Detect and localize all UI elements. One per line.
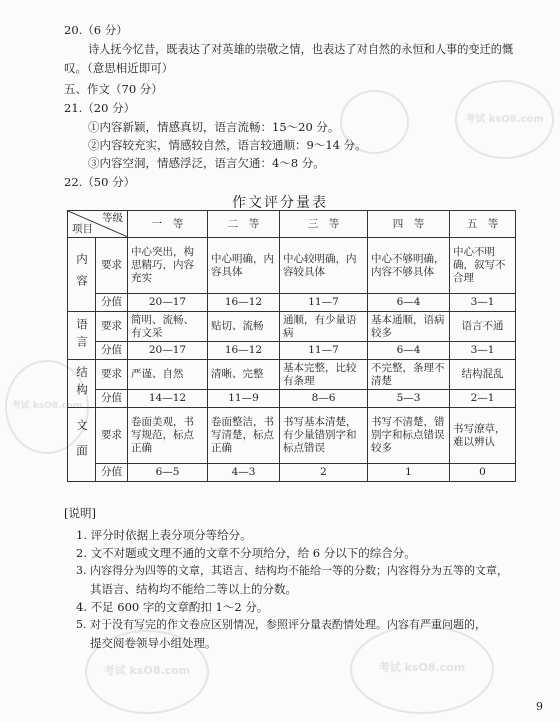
section-name: 语言: [68, 312, 96, 360]
watermark-logo: 考试 ksO8.com: [85, 630, 209, 714]
requirement-cell: 清晰、完整: [208, 360, 280, 390]
score-label: 分值: [96, 342, 128, 360]
table-row: [68, 360, 516, 390]
requirement-cell: 中心不够明确，内容不够具体: [368, 238, 450, 294]
requirement-cell: 不完整，条理不清楚: [368, 360, 450, 390]
note-item: 4. 不足 600 字的文章酌扣 1～2 分。: [76, 600, 269, 614]
section-name: 内容: [68, 238, 96, 312]
table-row: [68, 238, 516, 294]
table-title: 作文评分量表: [232, 195, 328, 211]
note-item: 2. 文不对题或文理不通的文章不分项给分，给 6 分以下的综合分。: [76, 546, 416, 560]
requirement-cell: 简明、流畅、有文采: [128, 312, 208, 342]
table-row: [68, 390, 516, 408]
requirement-cell: 基本完整，比较有条理: [280, 360, 368, 390]
requirement-label: 要求: [96, 360, 128, 390]
score-cell: 16—12: [208, 294, 280, 312]
q22-label: 22.（50 分）: [64, 175, 136, 189]
level-header: 三 等: [280, 211, 368, 238]
note-item: 其语言、结构均不能给二等以上的分数。: [90, 582, 297, 596]
table-row: [68, 464, 516, 482]
score-label: 分值: [96, 390, 128, 408]
score-cell: 16—12: [208, 342, 280, 360]
score-cell: 8—6: [280, 390, 368, 408]
requirement-cell: 书写不清楚，错别字和标点错误较多: [368, 408, 450, 464]
score-cell: 3—1: [450, 294, 516, 312]
score-cell: 11—9: [208, 390, 280, 408]
score-cell: 20—17: [128, 294, 208, 312]
requirement-cell: 结构混乱: [450, 360, 516, 390]
score-cell: 14—12: [128, 390, 208, 408]
watermark-logo: 考试 ksO8.com: [455, 80, 554, 159]
score-label: 分值: [96, 294, 128, 312]
score-cell: 6—4: [368, 342, 450, 360]
requirement-label: 要求: [96, 408, 128, 464]
table-row: [68, 312, 516, 342]
corner-cell: [68, 211, 128, 238]
note-item: 3. 内容得分为四等的文章，其语言、结构均不能给一等的分数；内容得分为五等的文章，: [76, 564, 508, 577]
table-row: [68, 342, 516, 360]
requirement-cell: 卷面整洁，书写清楚，标点正确: [208, 408, 280, 464]
section-heading: 五、作文（70 分）: [64, 82, 163, 96]
score-cell: 11—7: [280, 342, 368, 360]
score-cell: 0: [450, 464, 516, 482]
score-cell: 6—5: [128, 464, 208, 482]
q21-item: ①内容新颖，情感真切，语言流畅：15～20 分。: [88, 120, 340, 134]
requirement-cell: 中心突出，构思精巧，内容充实: [128, 238, 208, 294]
requirement-label: 要求: [96, 238, 128, 294]
q20-answer-line2: 叹。（意思相近即可）: [64, 61, 174, 75]
score-cell: 2—1: [450, 390, 516, 408]
q20-label: 20.（6 分）: [64, 23, 128, 37]
table-row: [68, 294, 516, 312]
requirement-cell: 中心不明确，叙写不合理: [450, 238, 516, 294]
note-item: 5. 对于没有写完的作文卷应区别情况，参照评分量表酌情处理。内容有严重问题的，: [76, 618, 486, 631]
requirement-cell: 书写潦草，难以辨认: [450, 408, 516, 464]
scoring-table: [67, 210, 516, 482]
section-name: 结构: [68, 360, 96, 408]
page-number: 9: [536, 700, 543, 713]
score-cell: 20—17: [128, 342, 208, 360]
score-cell: 1: [368, 464, 450, 482]
table-row: [68, 408, 516, 464]
score-cell: 6—4: [368, 294, 450, 312]
requirement-cell: 语言不通: [450, 312, 516, 342]
q21-item: ③内容空洞，情感浮泛，语言欠通：4～8 分。: [88, 156, 325, 170]
q21-label: 21.（20 分）: [64, 101, 136, 115]
score-cell: 4—3: [208, 464, 280, 482]
level-header: 四 等: [368, 211, 450, 238]
requirement-cell: 严谨、自然: [128, 360, 208, 390]
requirement-cell: 卷面美观，书写规范，标点正确: [128, 408, 208, 464]
corner-item-label: 项目: [72, 223, 93, 235]
requirement-cell: 贴切、流畅: [208, 312, 280, 342]
requirement-cell: 通顺，有少量语病: [280, 312, 368, 342]
level-header: 五 等: [450, 211, 516, 238]
score-cell: 5—3: [368, 390, 450, 408]
level-header: 二 等: [208, 211, 280, 238]
requirement-cell: 中心明确，内容具体: [208, 238, 280, 294]
requirement-cell: 书写基本清楚，有少量错别字和标点错误: [280, 408, 368, 464]
note-item: 提交阅卷领导小组处理。: [90, 636, 217, 650]
watermark-logo: 考试 ksO8.com: [5, 360, 89, 454]
section-name: 文面: [68, 408, 96, 482]
score-cell: 2: [280, 464, 368, 482]
requirement-cell: 基本通顺，语病较多: [368, 312, 450, 342]
notes-label: [说明]: [64, 506, 96, 520]
watermark-logo: 考试 ksO8.com: [350, 625, 494, 714]
requirement-label: 要求: [96, 312, 128, 342]
table-header-row: [68, 211, 516, 238]
q20-answer-line1: 诗人抚今忆昔，既表达了对英雄的崇敬之情，也表达了对自然的永恒和人事的变迁的慨: [88, 43, 514, 56]
level-header: 一 等: [128, 211, 208, 238]
score-cell: 3—1: [450, 342, 516, 360]
corner-level-label: 等级: [102, 212, 123, 224]
note-item: 1. 评分时依据上表分项分等给分。: [76, 528, 252, 542]
q21-item: ②内容较充实，情感较自然，语言较通顺：9～14 分。: [88, 138, 367, 152]
score-cell: 11—7: [280, 294, 368, 312]
score-label: 分值: [96, 464, 128, 482]
requirement-cell: 中心较明确，内容较具体: [280, 238, 368, 294]
